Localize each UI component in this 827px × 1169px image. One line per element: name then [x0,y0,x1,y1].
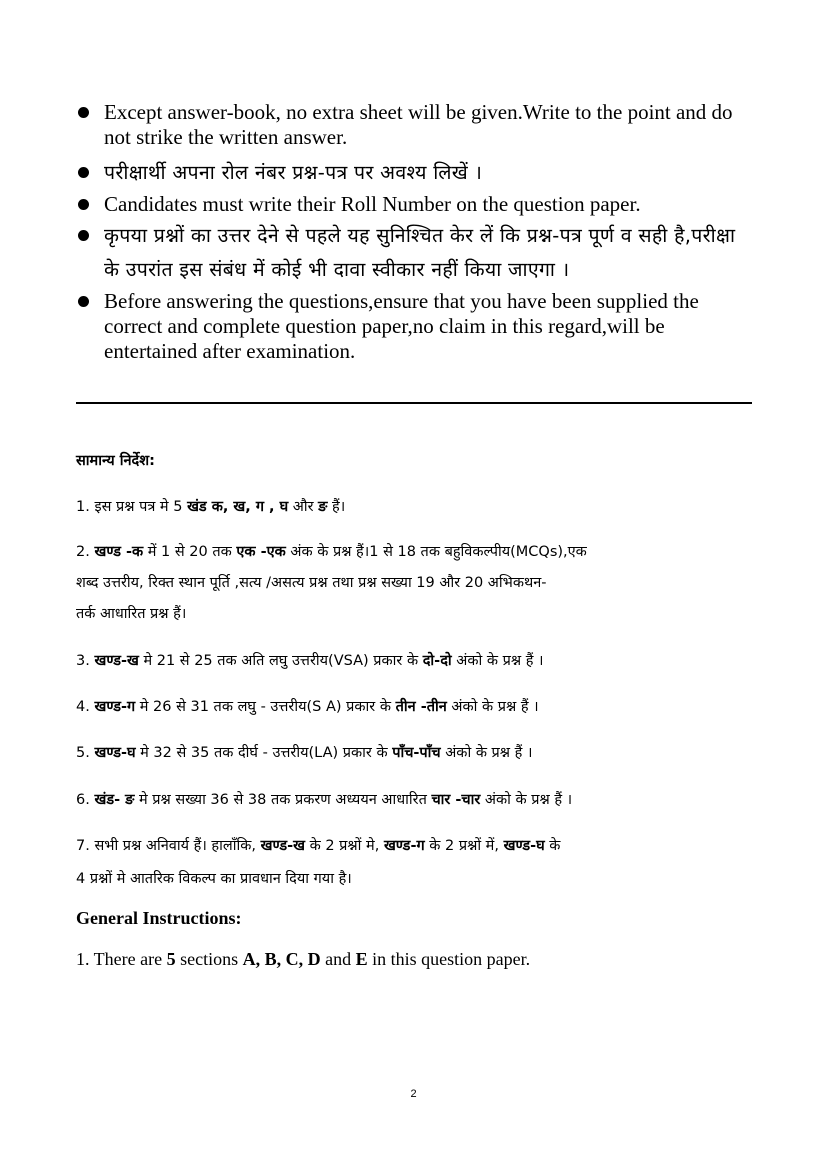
general-instructions-heading: General Instructions: [76,908,242,928]
hindi-instruction-5: 5. खण्ड-घ मे 32 से 35 तक दीर्घ - उत्तरीय(LA) प्रकार के पाँच-पाँच अंको के प्रश्न हैं । [76,745,533,761]
bullet-dot-icon [78,296,89,307]
hindi-instruction-7-line-2: 4 प्रश्नों मे आतरिक विकल्प का प्रावधान दिया गया है। [76,871,352,887]
bullet-item [76,156,756,190]
bullet-dot-icon [78,199,89,210]
hindi-instruction-6: 6. खंड- ङ मे प्रश्न सख्या 36 से 38 तक प्रकरण अध्ययन आधारित चार -चार अंको के प्रश्न हैं । [76,792,573,808]
bullet-text: Except answer-book, no extra sheet will be given.Write to the point and do not strike the written answer. [104,100,733,149]
bullet-item [76,219,756,287]
hindi-instruction-4: 4. खण्ड-ग मे 26 से 31 तक लघु - उत्तरीय(S A) प्रकार के तीन -तीन अंको के प्रश्न हैं । [76,699,539,715]
general-instruction-1: 1. There are 5 sections A, B, C, D and E in this question paper. [76,949,531,969]
page-number: 2 [410,1088,417,1100]
bullet-item [76,289,756,364]
horizontal-divider [76,402,752,404]
hindi-instruction-3: 3. खण्ड-ख मे 21 से 25 तक अति लघु उत्तरीय(VSA) प्रकार के दो-दो अंको के प्रश्न हैं । [76,653,544,669]
instruction-bullets [76,100,756,364]
bullet-text: Before answering the questions,ensure that you have been supplied the correct and complete question paper,no claim in this regard,will be entertained after examination. [104,289,699,363]
hindi-instruction-1: 1. इस प्रश्न पत्र मे 5 खंड क, ख, ग , घ और ङ हैं। [76,499,346,515]
bullet-text: परीक्षार्थी अपना रोल नंबर प्रश्न-पत्र पर अवश्य लिखें । [104,161,483,184]
bullet-text: Candidates must write their Roll Number on the question paper. [104,192,641,216]
bullet-dot-icon [78,230,89,241]
bullet-item [76,192,756,217]
bullet-dot-icon [78,107,89,118]
hindi-instruction-7: 7. सभी प्रश्न अनिवार्य हैं। हालाँकि, खण्ड-ख के 2 प्रश्नों मे, खण्ड-ग के 2 प्रश्नों में, खण्ड-घ के [76,838,561,854]
hindi-instruction-2-line-3: तर्क आधारित प्रश्न हैं। [76,606,187,622]
hindi-instruction-2-line-2: शब्द उत्तरीय, रिक्त स्थान पूर्ति ,सत्य /असत्य प्रश्न तथा प्रश्न सख्या 19 और 20 अभिकथन- [76,575,547,591]
bullet-dot-icon [78,167,89,178]
bullet-item [76,100,756,150]
bullet-text: कृपया प्रश्नों का उत्तर देने से पहले यह सुनिश्चित केर लें कि प्रश्न-पत्र पूर्ण व सही है,परीक्षा के उपरांत इस संबंध में कोई भी दावा स्वीकार नहीं किया जाएगा । [104,224,736,281]
hindi-instruction-2: 2. खण्ड -क में 1 से 20 तक एक -एक अंक के प्रश्न हैं।1 से 18 तक बहुविकल्पीय(MCQs),एक [76,544,587,560]
hindi-general-instructions-heading: सामान्य निर्देश: [76,453,155,469]
